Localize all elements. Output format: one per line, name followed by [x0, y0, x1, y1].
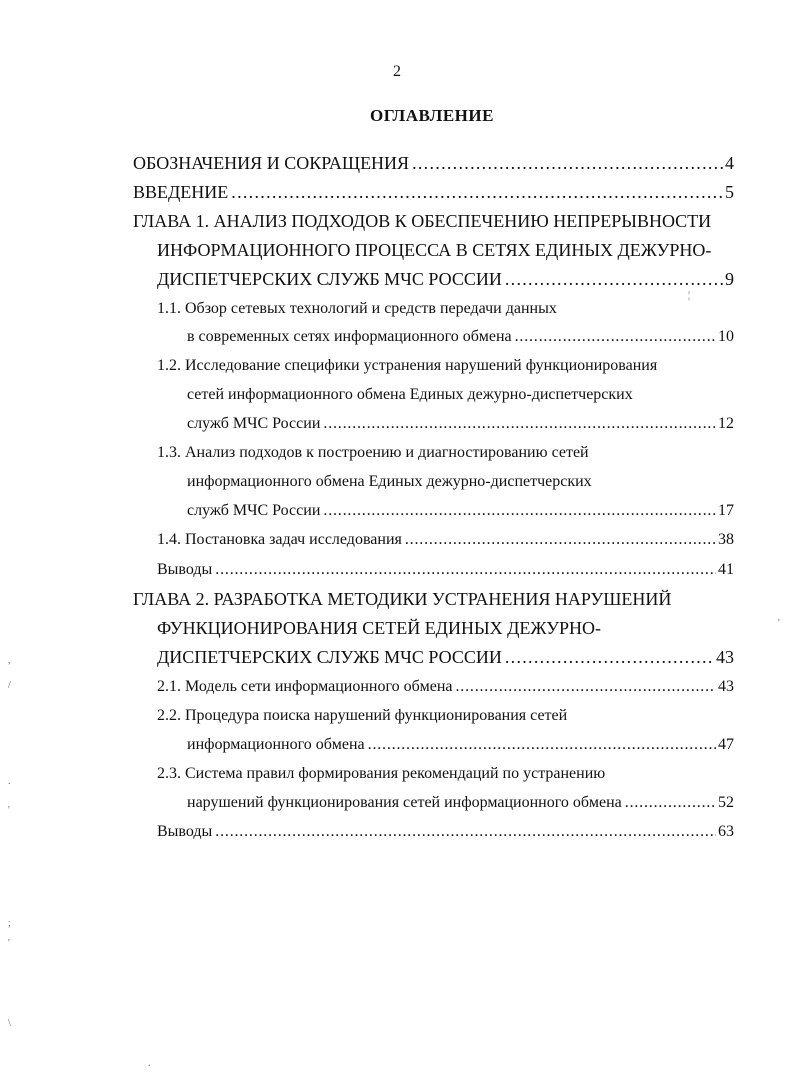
toc-entry-chapter2-line1 [133, 589, 734, 615]
dot-leader [215, 823, 716, 841]
toc-entry-1-1-line1 [157, 300, 734, 326]
toc-entry-chapter1-line1 [133, 211, 734, 237]
toc-entry-text: Выводы [157, 561, 213, 578]
dot-leader [505, 647, 714, 668]
toc-page-number: 43 [716, 647, 734, 667]
dot-leader [323, 502, 716, 520]
dot-leader [412, 153, 723, 174]
toc-entry-text: ГЛАВА 2. РАЗРАБОТКА МЕТОДИКИ УСТРАНЕНИЯ НАРУШЕНИЙ [133, 589, 672, 609]
dot-leader [625, 794, 716, 812]
toc-entry-text: в современных сетях информационного обмена [187, 328, 512, 345]
toc-entry-text: 2.1. Модель сети информационного обмена [157, 678, 453, 695]
scan-mark: . [8, 776, 11, 787]
toc-page-number: 52 [718, 794, 734, 811]
toc-entry-text: 2.2. Процедура поиска нарушений функционирования сетей [157, 707, 568, 724]
toc-entry-1-3-line3 [187, 502, 734, 528]
toc-entry-text: ИНФОРМАЦИОННОГО ПРОЦЕССА В СЕТЯХ ЕДИНЫХ ДЕЖУРНО- [157, 240, 712, 260]
dot-leader [215, 561, 716, 579]
toc-entry-1-2-line2 [187, 386, 734, 412]
toc-entry-text: информационного обмена Единых дежурно-диспетчерских [187, 473, 592, 490]
toc-entry-designations [133, 153, 734, 179]
toc-page-number: 10 [718, 328, 734, 345]
toc-page-number: 43 [718, 678, 734, 695]
toc-page-number: 4 [725, 153, 734, 173]
toc-entry-conclusions-1 [157, 561, 734, 587]
toc-entry-text: информационного обмена [187, 736, 365, 753]
toc-page-number: 47 [718, 736, 734, 753]
toc-page-number: 63 [718, 823, 734, 840]
toc-entry-text: 1.1. Обзор сетевых технологий и средств передачи данных [157, 300, 557, 317]
scan-mark: / [8, 680, 11, 691]
toc-entry-text: нарушений функционирования сетей информационного обмена [187, 794, 622, 811]
scan-mark: ' [8, 938, 10, 949]
toc-entry-conclusions-2 [157, 823, 734, 849]
toc-entry-2-2-line1 [157, 707, 734, 733]
toc-entry-1-3-line1 [157, 444, 734, 470]
toc-entry-1-3-line2 [187, 473, 734, 499]
toc-entry-text: ДИСПЕТЧЕРСКИХ СЛУЖБ МЧС РОССИИ [157, 269, 502, 289]
toc-entry-text: ОБОЗНАЧЕНИЯ И СОКРАЩЕНИЯ [133, 153, 410, 173]
dot-leader [323, 415, 716, 433]
scan-mark: ¦ [688, 290, 691, 301]
toc-entry-1-1-line2 [187, 328, 734, 354]
toc-entry-text: 1.3. Анализ подходов к построению и диагностированию сетей [157, 444, 589, 461]
dot-leader [505, 269, 723, 290]
toc-entry-text: ГЛАВА 1. АНАЛИЗ ПОДХОДОВ К ОБЕСПЕЧЕНИЮ НЕПРЕРЫВНОСТИ [133, 211, 712, 231]
toc-entry-text: ФУНКЦИОНИРОВАНИЯ СЕТЕЙ ЕДИНЫХ ДЕЖУРНО- [157, 618, 602, 638]
toc-entry-text: сетей информационного обмена Единых дежурно-диспетчерских [187, 386, 633, 403]
dot-leader [231, 182, 723, 203]
toc-page-number: 41 [718, 561, 734, 578]
toc-entry-text: служб МЧС России [187, 415, 321, 432]
toc-entry-2-1 [157, 678, 734, 704]
toc-entry-introduction [133, 182, 734, 208]
dot-leader [456, 678, 717, 696]
dot-leader [515, 328, 716, 346]
toc-entry-2-2-line2 [187, 736, 734, 762]
toc-entry-chapter2-line2 [157, 618, 734, 644]
scan-mark: ; [8, 918, 11, 929]
scan-mark: , [8, 655, 11, 666]
toc-page-number: 5 [725, 182, 734, 202]
scan-mark: \ [8, 1018, 11, 1029]
page-number: 2 [393, 63, 401, 80]
toc-page-number: 17 [718, 502, 734, 519]
dot-leader [405, 531, 716, 549]
toc-entry-2-3-line2 [187, 794, 734, 820]
toc-entry-chapter2-line3 [157, 647, 734, 673]
toc-entry-text: ДИСПЕТЧЕРСКИХ СЛУЖБ МЧС РОССИИ [157, 647, 502, 667]
toc-page-number: 9 [725, 269, 734, 289]
dot-leader [368, 736, 716, 754]
toc-entry-text: служб МЧС России [187, 502, 321, 519]
toc-entry-text: 1.4. Постановка задач исследования [157, 531, 402, 548]
toc-entry-text: 2.3. Система правил формирования рекомендаций по устранению [157, 765, 606, 782]
toc-entry-text: 1.2. Исследование специфики устранения нарушений функционирования [157, 357, 658, 374]
toc-page-number: 12 [718, 415, 734, 432]
toc-entry-1-2-line1 [157, 357, 734, 383]
toc-entry-1-4 [157, 531, 734, 557]
toc-entry-text: ВВЕДЕНИЕ [133, 182, 229, 202]
scan-mark: ' [8, 805, 10, 816]
toc-entry-1-2-line3 [187, 415, 734, 441]
toc-page-number: 38 [718, 531, 734, 548]
toc-entry-chapter1-line3 [157, 269, 734, 295]
scan-mark: ' [778, 618, 780, 629]
toc-entry-chapter1-line2 [157, 240, 734, 266]
toc-entry-2-3-line1 [157, 765, 734, 791]
toc-title: ОГЛАВЛЕНИЕ [370, 106, 494, 125]
scan-mark: . [148, 1058, 151, 1069]
toc-entry-text: Выводы [157, 823, 213, 840]
